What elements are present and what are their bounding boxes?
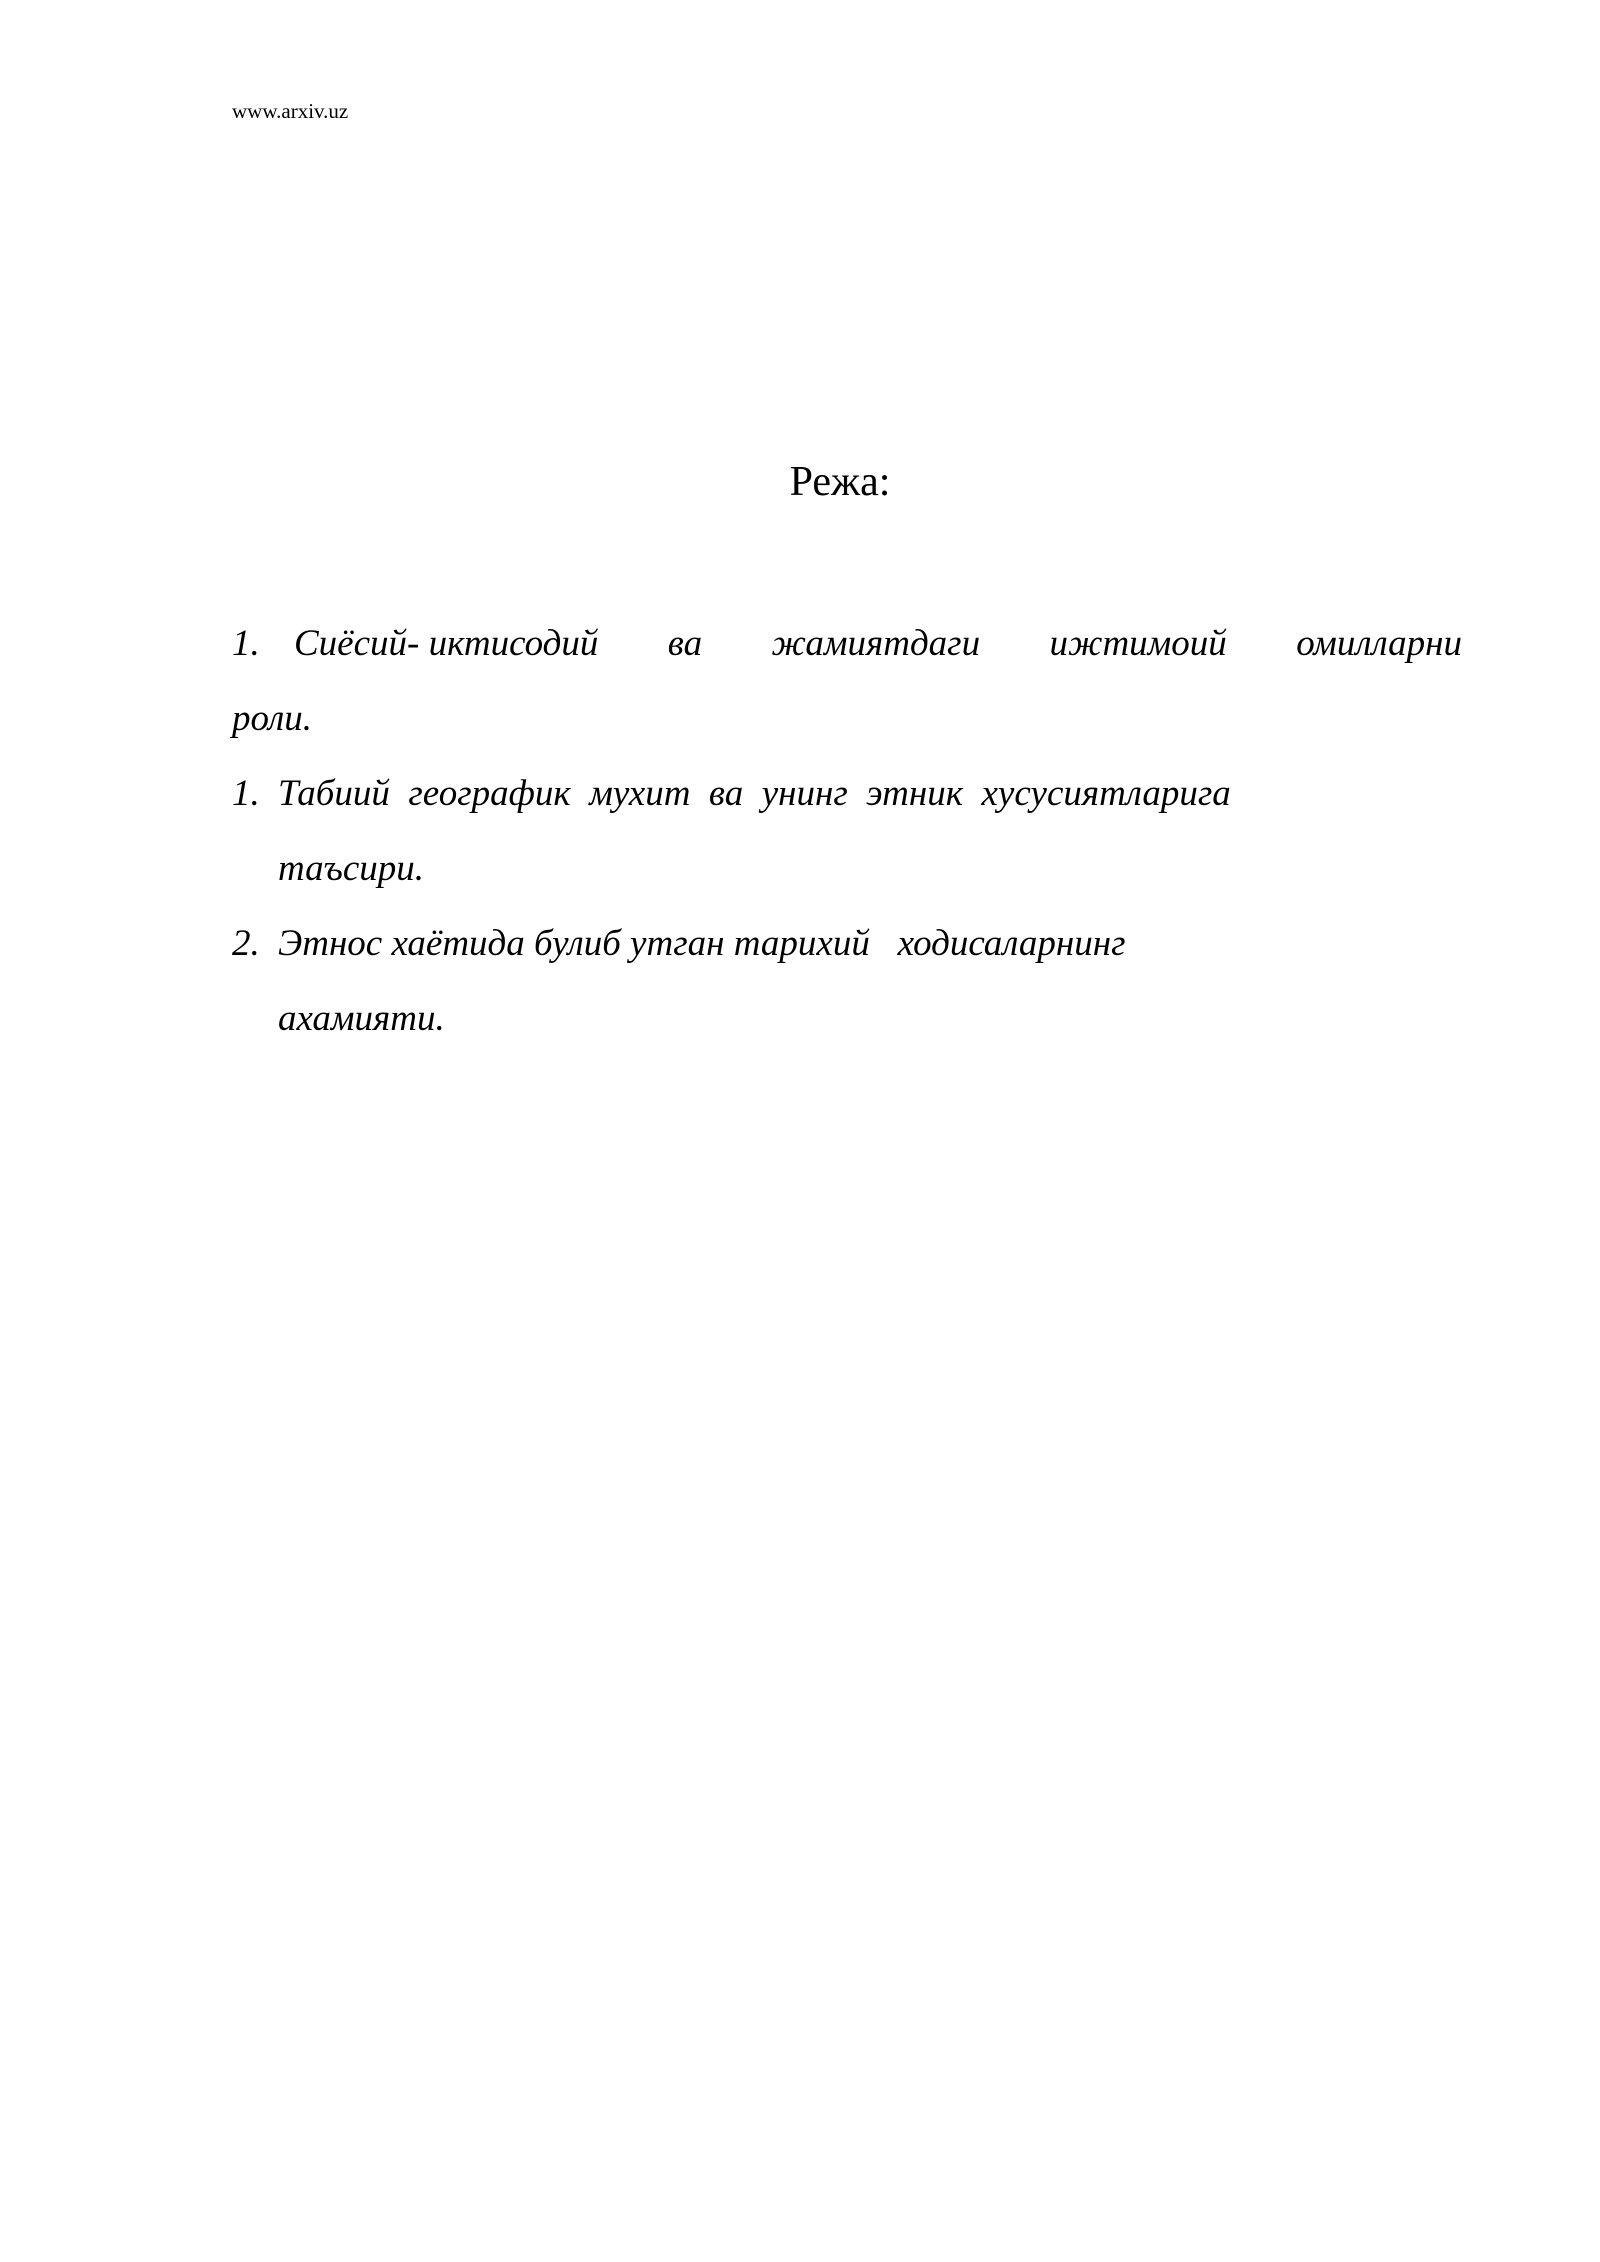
plan-list — [232, 606, 1462, 1056]
plan-item-1-number: 1. — [232, 623, 260, 664]
plan-item-2-line-2: таъсири. — [278, 848, 425, 889]
plan-item-2-text: Табиий географик мухит ва унинг этник хусусиятларига — [278, 773, 1231, 814]
plan-item-1-lead — [232, 606, 598, 681]
plan-item-1-word-1: Сиёсий- иктисодий — [294, 623, 599, 664]
plan-item-1-line-1 — [232, 606, 1462, 681]
plan-item-2 — [232, 756, 1462, 906]
plan-title: Режа: — [789, 459, 891, 505]
plan-item-3-line-1 — [232, 906, 1462, 981]
plan-item-3-text: Этнос хаётида булиб утган тарихий ходисаларнинг — [278, 923, 1126, 964]
header-url: www.arxiv.uz — [232, 99, 349, 123]
plan-item-1-word-3: жамиятдаги — [771, 623, 981, 664]
plan-item-3-number: 2. — [232, 923, 260, 964]
plan-item-3 — [232, 906, 1462, 1056]
plan-item-1-word-2: ва — [667, 623, 703, 664]
plan-item-3-line-2: ахамияти. — [278, 998, 445, 1039]
plan-item-2-number: 1. — [232, 773, 260, 814]
plan-item-1-line-2: роли. — [232, 698, 312, 739]
plan-item-1-word-5: омилларни — [1296, 623, 1462, 664]
plan-item-1-word-4: ижтимоий — [1049, 623, 1227, 664]
plan-item-1 — [232, 606, 1462, 756]
plan-item-2-line-1 — [232, 756, 1462, 831]
